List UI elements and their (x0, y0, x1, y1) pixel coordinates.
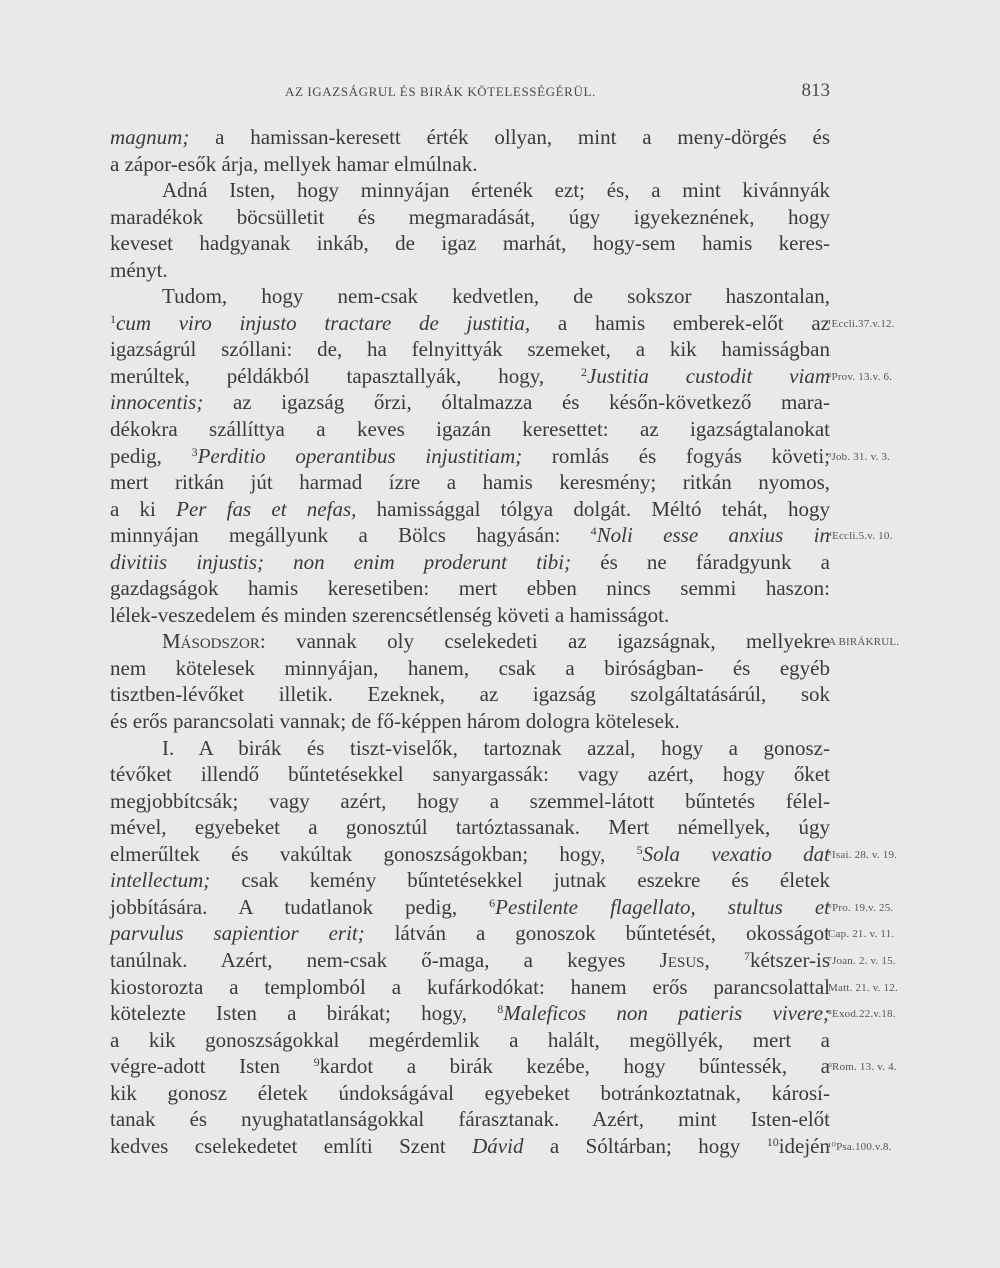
text-line (110, 947, 896, 974)
text-line (110, 496, 830, 523)
latin-quote: innocentis; (110, 390, 204, 415)
text-run: gazdagságok hamis keresetiben: mert ebben nincs semmi haszon: (110, 576, 830, 601)
margin-reference: ¹⁰Psa.100.v.8. (828, 1140, 892, 1153)
latin-quote: Perditio operantibus injustitiam; (197, 443, 523, 468)
text-run: Adná Isten, hogy minnyájan értenék ezt; és, a mint kivánnyák (162, 178, 830, 203)
text-run: igazságrúl szóllani: de, ha felnyittyák szemeket, a kik hamisságban (110, 337, 830, 362)
text-run: és erős parancsolati vannak; de fő-képpen három dologra kötelesek. (110, 709, 680, 734)
latin-quote: divitiis injustis; non enim proderunt tibi; (110, 549, 572, 574)
text-run: a kik gonoszságokkal megérdemlik a halált, megöllyék, mert a (110, 1027, 830, 1052)
margin-reference: ⁴Eccli.5.v. 10. (828, 530, 893, 543)
margin-reference: ⁸Exod.22.v.18. (828, 1008, 896, 1021)
text-line (110, 549, 830, 576)
footnote-marker: 6 (489, 895, 496, 910)
latin-quote: Dávid (472, 1133, 524, 1158)
latin-quote: Noli esse anxius in (596, 523, 830, 548)
text-run: keveset hadgyanak inkáb, de igaz marhát, hogy-sem hamis keres- (110, 231, 830, 256)
text-run: tévőket illendő bűntetésekkel sanyargassák: vagy azért, hogy őket (110, 762, 830, 787)
latin-quote: Sola vexatio dat (642, 841, 830, 866)
text-line (110, 522, 893, 549)
text-run: tanúlnak. Azért, nem-csak ő-maga, a kegyes (110, 947, 660, 972)
text-line (110, 974, 899, 1001)
text-run: kardot a birák kezébe, hogy bűntessék, a (319, 1054, 830, 1079)
footnote-marker: 8 (497, 1002, 504, 1017)
text-run: a Sóltárban; hogy (523, 1133, 767, 1158)
footnote-marker: 2 (581, 364, 588, 379)
text-line (110, 602, 830, 629)
text-line (110, 416, 830, 443)
text-run: a ki (110, 496, 177, 521)
text-line (110, 761, 830, 788)
text-line (110, 230, 830, 257)
latin-quote: Justitia custodit viam (587, 363, 830, 388)
footnote-marker: 10 (766, 1134, 779, 1149)
text-run: a hamis emberek-előt az (530, 310, 830, 335)
latin-quote: magnum; (110, 125, 190, 149)
latin-quote: Pestilente flagellato, stultus et (495, 894, 831, 919)
margin-reference: ⁹Rom. 13. v. 4. (828, 1061, 897, 1074)
text-run: romlás és fogyás követi; (522, 443, 830, 468)
latin-quote: Per fas et nefas, (176, 496, 357, 521)
text-run: hamissággal tólgya dolgát. Méltó tehát, hogy (356, 496, 831, 521)
text-run: jobbítására. A tudatlanok pedig, (110, 894, 490, 919)
latin-quote: Maleficos non patieris vivere; (503, 1001, 831, 1026)
text-run: minnyájan megállyunk a Bölcs hagyásán: (110, 523, 591, 548)
text-run: I. A birák és tiszt-viselők, tartoznak azzal, hogy a gonosz- (162, 735, 830, 760)
text-line (110, 841, 898, 868)
text-line (110, 1133, 892, 1160)
footnote-marker: 3 (191, 444, 198, 459)
footnote-marker: 9 (313, 1055, 320, 1070)
text-run: merúltek, példákból tapasztallyák, hogy, (110, 363, 582, 388)
text-line (110, 177, 830, 204)
margin-reference: A BIRÁKRUL. (828, 636, 900, 649)
text-line (110, 575, 830, 602)
text-line (110, 867, 830, 894)
margin-reference: ⁶Pro. 19.v. 25. (828, 901, 894, 914)
text-line (110, 124, 830, 151)
text-line (110, 283, 830, 310)
text-line (110, 389, 830, 416)
text-run: idején (778, 1133, 830, 1158)
text-run (710, 948, 744, 972)
text-run: kétszer-is (749, 947, 831, 972)
text-line (110, 628, 900, 655)
text-run: lélek-veszedelem és minden szerencsétlenség követi a hamisságot. (110, 602, 670, 627)
small-caps-text: Jesus, (659, 947, 710, 972)
text-line (110, 814, 830, 841)
text-run: Tudom, hogy nem-csak kedvetlen, de sokszor haszontalan, (162, 284, 830, 309)
text-line (110, 151, 830, 178)
text-line (110, 336, 830, 363)
small-caps-text: Másodszor: (162, 629, 266, 654)
footnote-marker: 5 (636, 842, 643, 857)
margin-reference: ⁵Isai. 28. v. 19. (828, 848, 898, 861)
text-line (110, 788, 830, 815)
margin-reference: ⁷Joan. 2. v. 15. (828, 954, 896, 967)
text-run: tisztben-lévőket illetik. Ezeknek, az igazság szolgáltatásárúl, sok (110, 682, 830, 707)
text-run: és ne fáradgyunk a (571, 549, 831, 574)
text-line (110, 257, 830, 284)
text-line (110, 655, 830, 682)
footnote-marker: 1 (110, 311, 116, 326)
text-run: maradékok böcsülletit és megmaradását, úgy igyekeznének, hogy (110, 204, 830, 229)
text-run: kiostorozta a templomból a kufárkodókat: hanem erős parancsolattal (110, 974, 830, 999)
text-body (110, 124, 900, 1159)
text-line (110, 363, 893, 390)
text-line (110, 204, 830, 231)
latin-quote: cum viro injusto tractare de justitia, (116, 310, 531, 335)
text-run: csak kemény bűntetésekkel jutnak eszekre és életek (210, 868, 830, 893)
text-line (110, 708, 830, 735)
text-line (110, 1053, 897, 1080)
text-run: dékokra szállíttya a keves igazán keresettet: az igazságtalanokat (110, 417, 830, 442)
text-run: elmerűltek és vakúltak gonoszságokban; hogy, (110, 841, 637, 866)
latin-quote: intellectum; (110, 868, 211, 893)
running-header (110, 80, 830, 106)
latin-quote: parvulus sapientior erit; (110, 921, 365, 946)
text-line (110, 735, 830, 762)
text-run: tanak és nyughatatlanságokkal fárasztanak. Azért, mint Isten-előt (110, 1107, 830, 1132)
text-run: kik gonosz életek úndokságával egyebeket botránkoztatnak, károsí- (110, 1080, 830, 1105)
text-run: az igazság őrzi, óltalmazza és későn-következő mara- (203, 390, 830, 415)
header-title: AZ IGAZSÁGRUL ÉS BIRÁK KÖTELESSÉGÉRÜL. (285, 84, 596, 99)
text-line (110, 1106, 830, 1133)
text-run: pedig, (110, 443, 192, 468)
text-line (110, 681, 830, 708)
text-run: vannak oly cselekedeti az igazságnak, mellyekre (265, 629, 830, 654)
margin-reference: ¹Eccli.37.v.12. (828, 317, 895, 330)
margin-reference: Matt. 21. v. 12. (828, 981, 899, 994)
text-run: ményt. (110, 257, 168, 282)
footnote-marker: 7 (743, 948, 750, 963)
margin-reference: ³Job. 31. v. 3. (828, 450, 891, 463)
text-line (110, 1080, 830, 1107)
margin-reference: Cap. 21. v. 11. (828, 928, 895, 941)
text-run: nem kötelesek minnyájan, hanem, csak a biróságban- és egyéb (110, 655, 830, 680)
text-line (110, 469, 830, 496)
text-line (110, 1027, 830, 1054)
text-run: megjobbítcsák; vagy azért, hogy a szemmel-látott bűntetés félel- (110, 788, 830, 813)
text-run: végre-adott Isten (110, 1054, 314, 1079)
text-run: a zápor-esők árja, mellyek hamar elmúlnak. (110, 151, 478, 176)
text-run: a hamissan-keresett érték ollyan, mint a meny-dörgés és (189, 125, 830, 149)
text-run: mével, egyebeket a gonosztúl tartóztassanak. Mert némellyek, úgy (110, 815, 830, 840)
text-run: mert ritkán jút harmad ízre a hamis keresmény; ritkán nyomos, (110, 470, 830, 495)
footnote-marker: 4 (590, 524, 597, 539)
page-number: 813 (801, 80, 830, 101)
text-run: kedves cselekedetet említi Szent (110, 1133, 473, 1158)
text-run: kötelezte Isten a birákat; hogy, (110, 1001, 498, 1026)
margin-reference: ²Prov. 13.v. 6. (828, 370, 893, 383)
text-line (110, 920, 895, 947)
text-line (110, 443, 891, 470)
text-line (110, 1000, 896, 1027)
text-line (110, 310, 895, 337)
text-run: látván a gonoszok bűntetését, okosságot (364, 921, 831, 946)
text-line (110, 894, 894, 921)
